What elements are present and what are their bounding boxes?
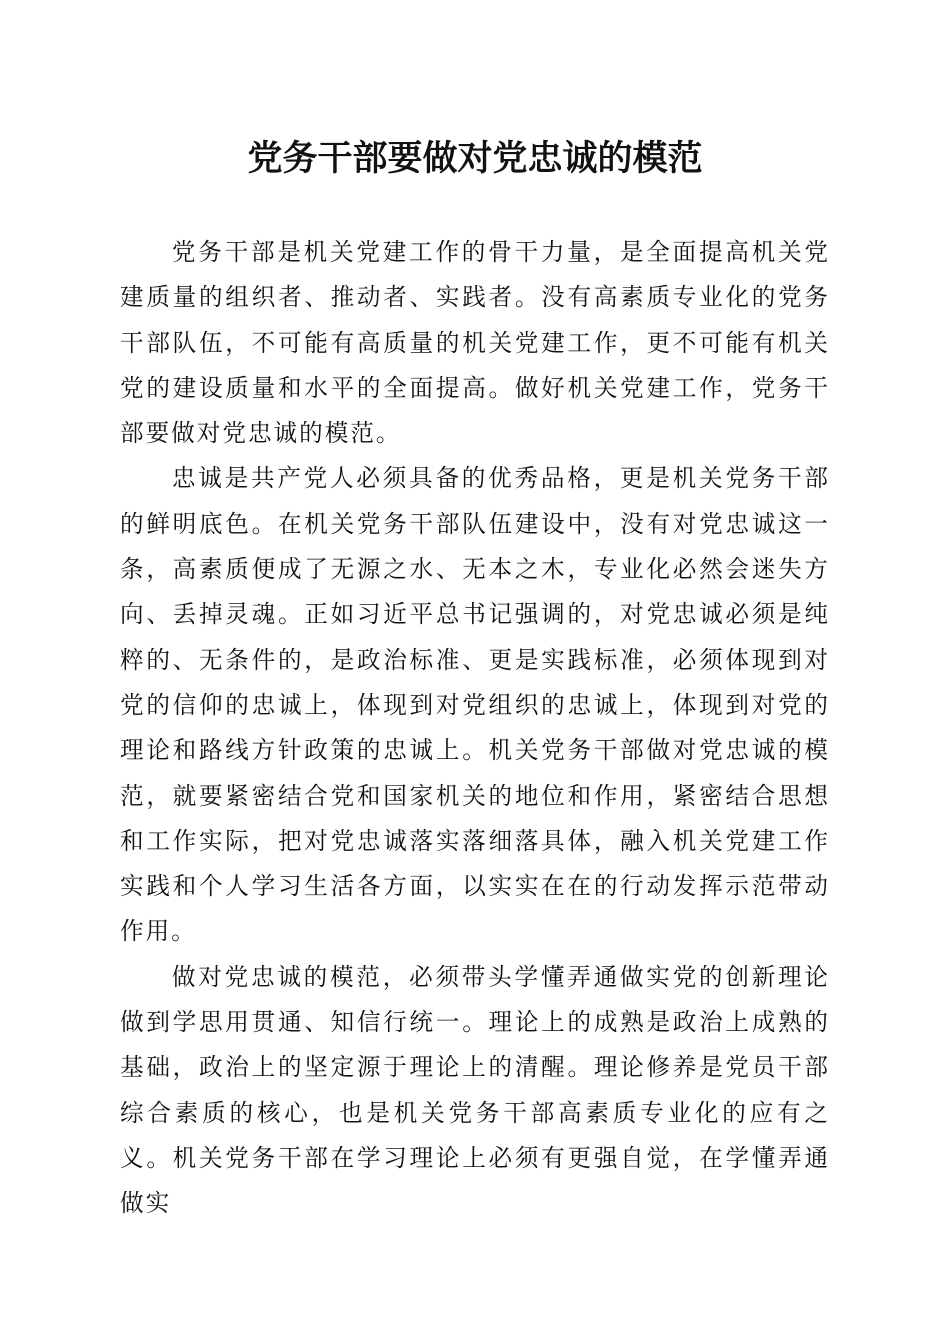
document-body (120, 230, 830, 1227)
paragraph-2: 忠诚是共产党人必须具备的优秀品格，更是机关党务干部的鲜明底色。在机关党务干部队伍建设中，没有对党忠诚这一条，高素质便成了无源之水、无本之木，专业化必然会迷失方向、丢掉灵魂。正如习近平总书记强调的，对党忠诚必须是纯粹的、无条件的，是政治标准、更是实践标准，必须体现到对党的信仰的忠诚上，体现到对党组织的忠诚上，体现到对党的理论和路线方针政策的忠诚上。机关党务干部做对党忠诚的模范，就要紧密结合党和国家机关的地位和作用，紧密结合思想和工作实际，把对党忠诚落实落细落具体，融入机关党建工作实践和个人学习生活各方面，以实实在在的行动发挥示范带动作用。 (120, 464, 830, 946)
paragraph-3: 做对党忠诚的模范，必须带头学懂弄通做实党的创新理论做到学思用贯通、知信行统一。理论上的成熟是政治上成熟的基础，政治上的坚定源于理论上的清醒。理论修养是党员干部综合素质的核心，也是机关党务干部高素质专业化的应有之义。机关党务干部在学习理论上必须有更强自觉，在学懂弄通做实 (120, 962, 830, 1218)
document-title: 党务干部要做对党忠诚的模范 (247, 138, 703, 179)
paragraph-1: 党务干部是机关党建工作的骨干力量，是全面提高机关党建质量的组织者、推动者、实践者。没有高素质专业化的党务干部队伍，不可能有高质量的机关党建工作，更不可能有机关党的建设质量和水平的全面提高。做好机关党建工作，党务干部要做对党忠诚的模范。 (120, 238, 830, 448)
